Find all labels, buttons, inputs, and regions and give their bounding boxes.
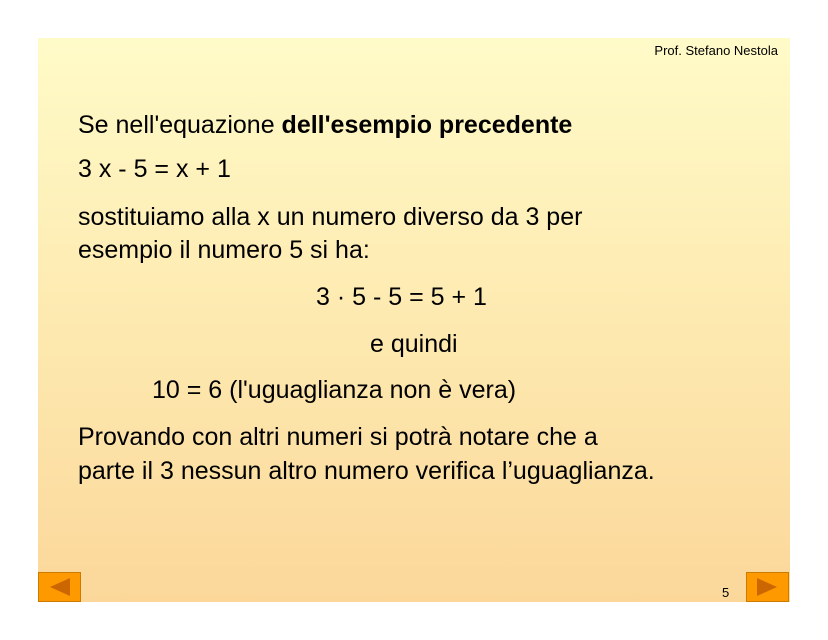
text-line-therefore: e quindi [370,330,458,358]
previous-slide-button[interactable] [38,572,81,602]
intro-bold-text: dell'esempio precedente [281,111,573,139]
slide [38,38,790,602]
text-line-conclusion-2: parte il 3 nessun altro numero verifica l’uguaglianza. [78,457,655,485]
text-line-example: esempio il numero 5 si ha: [78,236,370,264]
intro-normal-text: Se nell'equazione [78,111,282,139]
equation-result: 10 = 6 (l'uguaglianza non è vera) [152,376,517,404]
text-line-intro [78,108,572,142]
page-number: 5 [722,585,730,600]
triangle-right-icon [747,573,788,601]
triangle-left-icon [39,573,80,601]
next-slide-button[interactable] [746,572,789,602]
equation-substituted: 3 · 5 - 5 = 5 + 1 [316,283,487,311]
equation-original: 3 x - 5 = x + 1 [78,155,231,183]
text-line-substitute: sostituiamo alla x un numero diverso da 3 per [78,203,583,231]
text-line-conclusion-1: Provando con altri numeri si potrà notare che a [78,423,598,451]
author-label: Prof. Stefano Nestola [654,43,778,58]
